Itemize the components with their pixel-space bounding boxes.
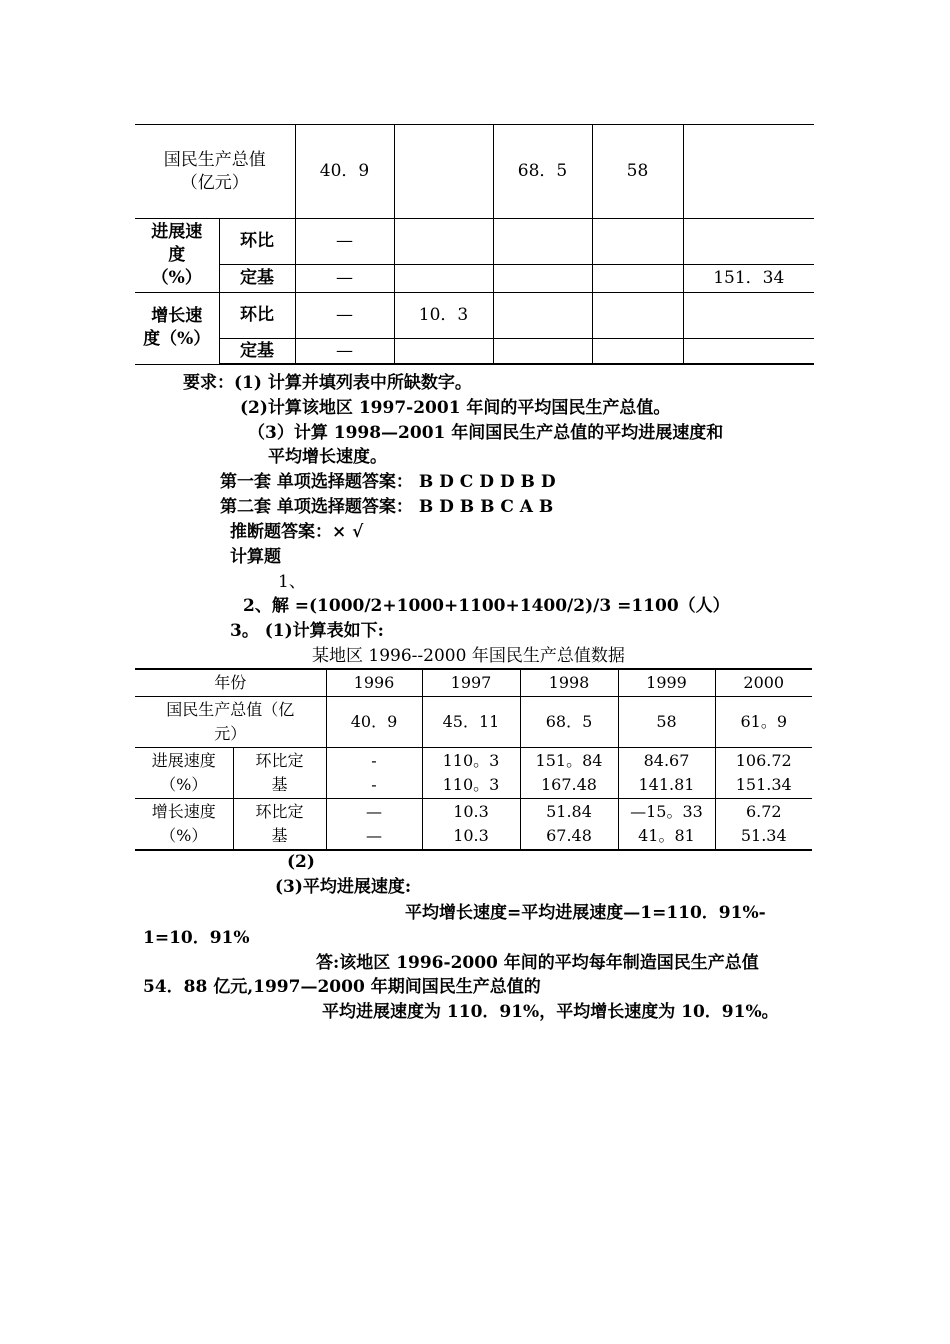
chain-label: 环比 — [219, 293, 295, 339]
calc-item-3: 3。 (1)计算表如下: — [230, 621, 384, 641]
cell: 68．5 — [520, 697, 618, 748]
cell — [394, 219, 493, 265]
cell — [493, 293, 592, 339]
cell — [683, 339, 814, 365]
cell: 10.3 10.3 — [422, 799, 520, 850]
cell: 151。84 167.48 — [520, 748, 618, 799]
cell: 58 — [592, 125, 683, 219]
year-cell: 1997 — [422, 669, 520, 697]
answer-line-1: 答:该地区 1996-2000 年间的平均每年制造国民生产总值 — [316, 953, 759, 973]
avg-growth-line-1: 平均增长速度=平均进展速度—1=110．91%- — [405, 903, 766, 923]
development-speed-header: 进展速 度 （%） — [135, 219, 219, 293]
solution-part-2: (2) — [287, 852, 315, 872]
chain-label: 环比 — [219, 219, 295, 265]
cell: 10．3 — [394, 293, 493, 339]
growth-speed-header: 增长速度 （%） — [135, 799, 233, 850]
cell — [683, 219, 814, 265]
cell: 40．9 — [326, 697, 422, 748]
cell: — — [295, 265, 394, 293]
requirement-3: （3）计算 1998—2001 年间国民生产总值的平均进展速度和 — [248, 423, 724, 443]
answer-set-2: 第二套 单项选择题答案： B D B B C A B — [220, 497, 554, 517]
cell: 58 — [618, 697, 715, 748]
fixed-label: 定基 — [219, 339, 295, 365]
cell — [493, 219, 592, 265]
cell: 84.67 141.81 — [618, 748, 715, 799]
cell: - - — [326, 748, 422, 799]
cell — [683, 125, 814, 219]
judgment-answers: 推断题答案：× √ — [230, 522, 364, 542]
cell — [592, 293, 683, 339]
cell: 106.72 151.34 — [715, 748, 812, 799]
development-speed-header: 进展速度 （%） — [135, 748, 233, 799]
cell: —15。33 41。81 — [618, 799, 715, 850]
answer-set-1: 第一套 单项选择题答案： B D C D D B D — [220, 472, 556, 492]
solution-part-3: (3)平均进展速度: — [275, 877, 412, 897]
cell: 61。9 — [715, 697, 812, 748]
cell: — — [295, 219, 394, 265]
requirement-1: 要求：(1) 计算并填列表中所缺数字。 — [183, 373, 472, 393]
cell: 40．9 — [295, 125, 394, 219]
cell — [592, 339, 683, 365]
calc-item-2: 2、解 =(1000/2+1000+1100+1400/2)/3 =1100（人） — [243, 596, 730, 616]
year-cell: 1999 — [618, 669, 715, 697]
chain-fixed-label: 环比定 基 — [233, 748, 326, 799]
growth-speed-header: 增长速 度（%） — [135, 293, 219, 365]
cell: — — [295, 293, 394, 339]
calc-item-1: 1、 — [278, 572, 306, 592]
answer-line-3: 平均进展速度为 110．91%，平均增长速度为 10．91%。 — [322, 1002, 779, 1022]
year-cell: 1998 — [520, 669, 618, 697]
fixed-label: 定基 — [219, 265, 295, 293]
year-cell: 2000 — [715, 669, 812, 697]
cell: 151．34 — [683, 265, 814, 293]
cell — [592, 219, 683, 265]
cell: 68．5 — [493, 125, 592, 219]
requirement-2: (2)计算该地区 1997-2001 年间的平均国民生产总值。 — [240, 398, 671, 418]
answer-line-2: 54．88 亿元,1997—2000 年期间国民生产总值的 — [143, 977, 541, 997]
incomplete-gnp-table — [135, 124, 814, 365]
cell: — — — [326, 799, 422, 850]
gnp-data-table — [135, 668, 812, 851]
cell: 51.84 67.48 — [520, 799, 618, 850]
cell: 6.72 51.34 — [715, 799, 812, 850]
cell — [394, 265, 493, 293]
cell — [394, 339, 493, 365]
chain-fixed-label: 环比定 基 — [233, 799, 326, 850]
cell: — — [295, 339, 394, 365]
gnp-row-header: 国民生产总值（亿 元） — [135, 697, 326, 748]
cell — [493, 265, 592, 293]
year-header: 年份 — [135, 669, 326, 697]
cell — [683, 293, 814, 339]
calculation-heading: 计算题 — [230, 547, 281, 567]
cell — [493, 339, 592, 365]
year-cell: 1996 — [326, 669, 422, 697]
cell — [394, 125, 493, 219]
gnp-row-header: 国民生产总值 （亿元） — [135, 125, 295, 219]
table-caption: 某地区 1996--2000 年国民生产总值数据 — [312, 646, 625, 666]
avg-growth-line-2: 1=10．91% — [143, 928, 250, 948]
cell: 45．11 — [422, 697, 520, 748]
requirement-3-cont: 平均增长速度。 — [268, 447, 387, 467]
cell — [592, 265, 683, 293]
cell: 110。3 110。3 — [422, 748, 520, 799]
